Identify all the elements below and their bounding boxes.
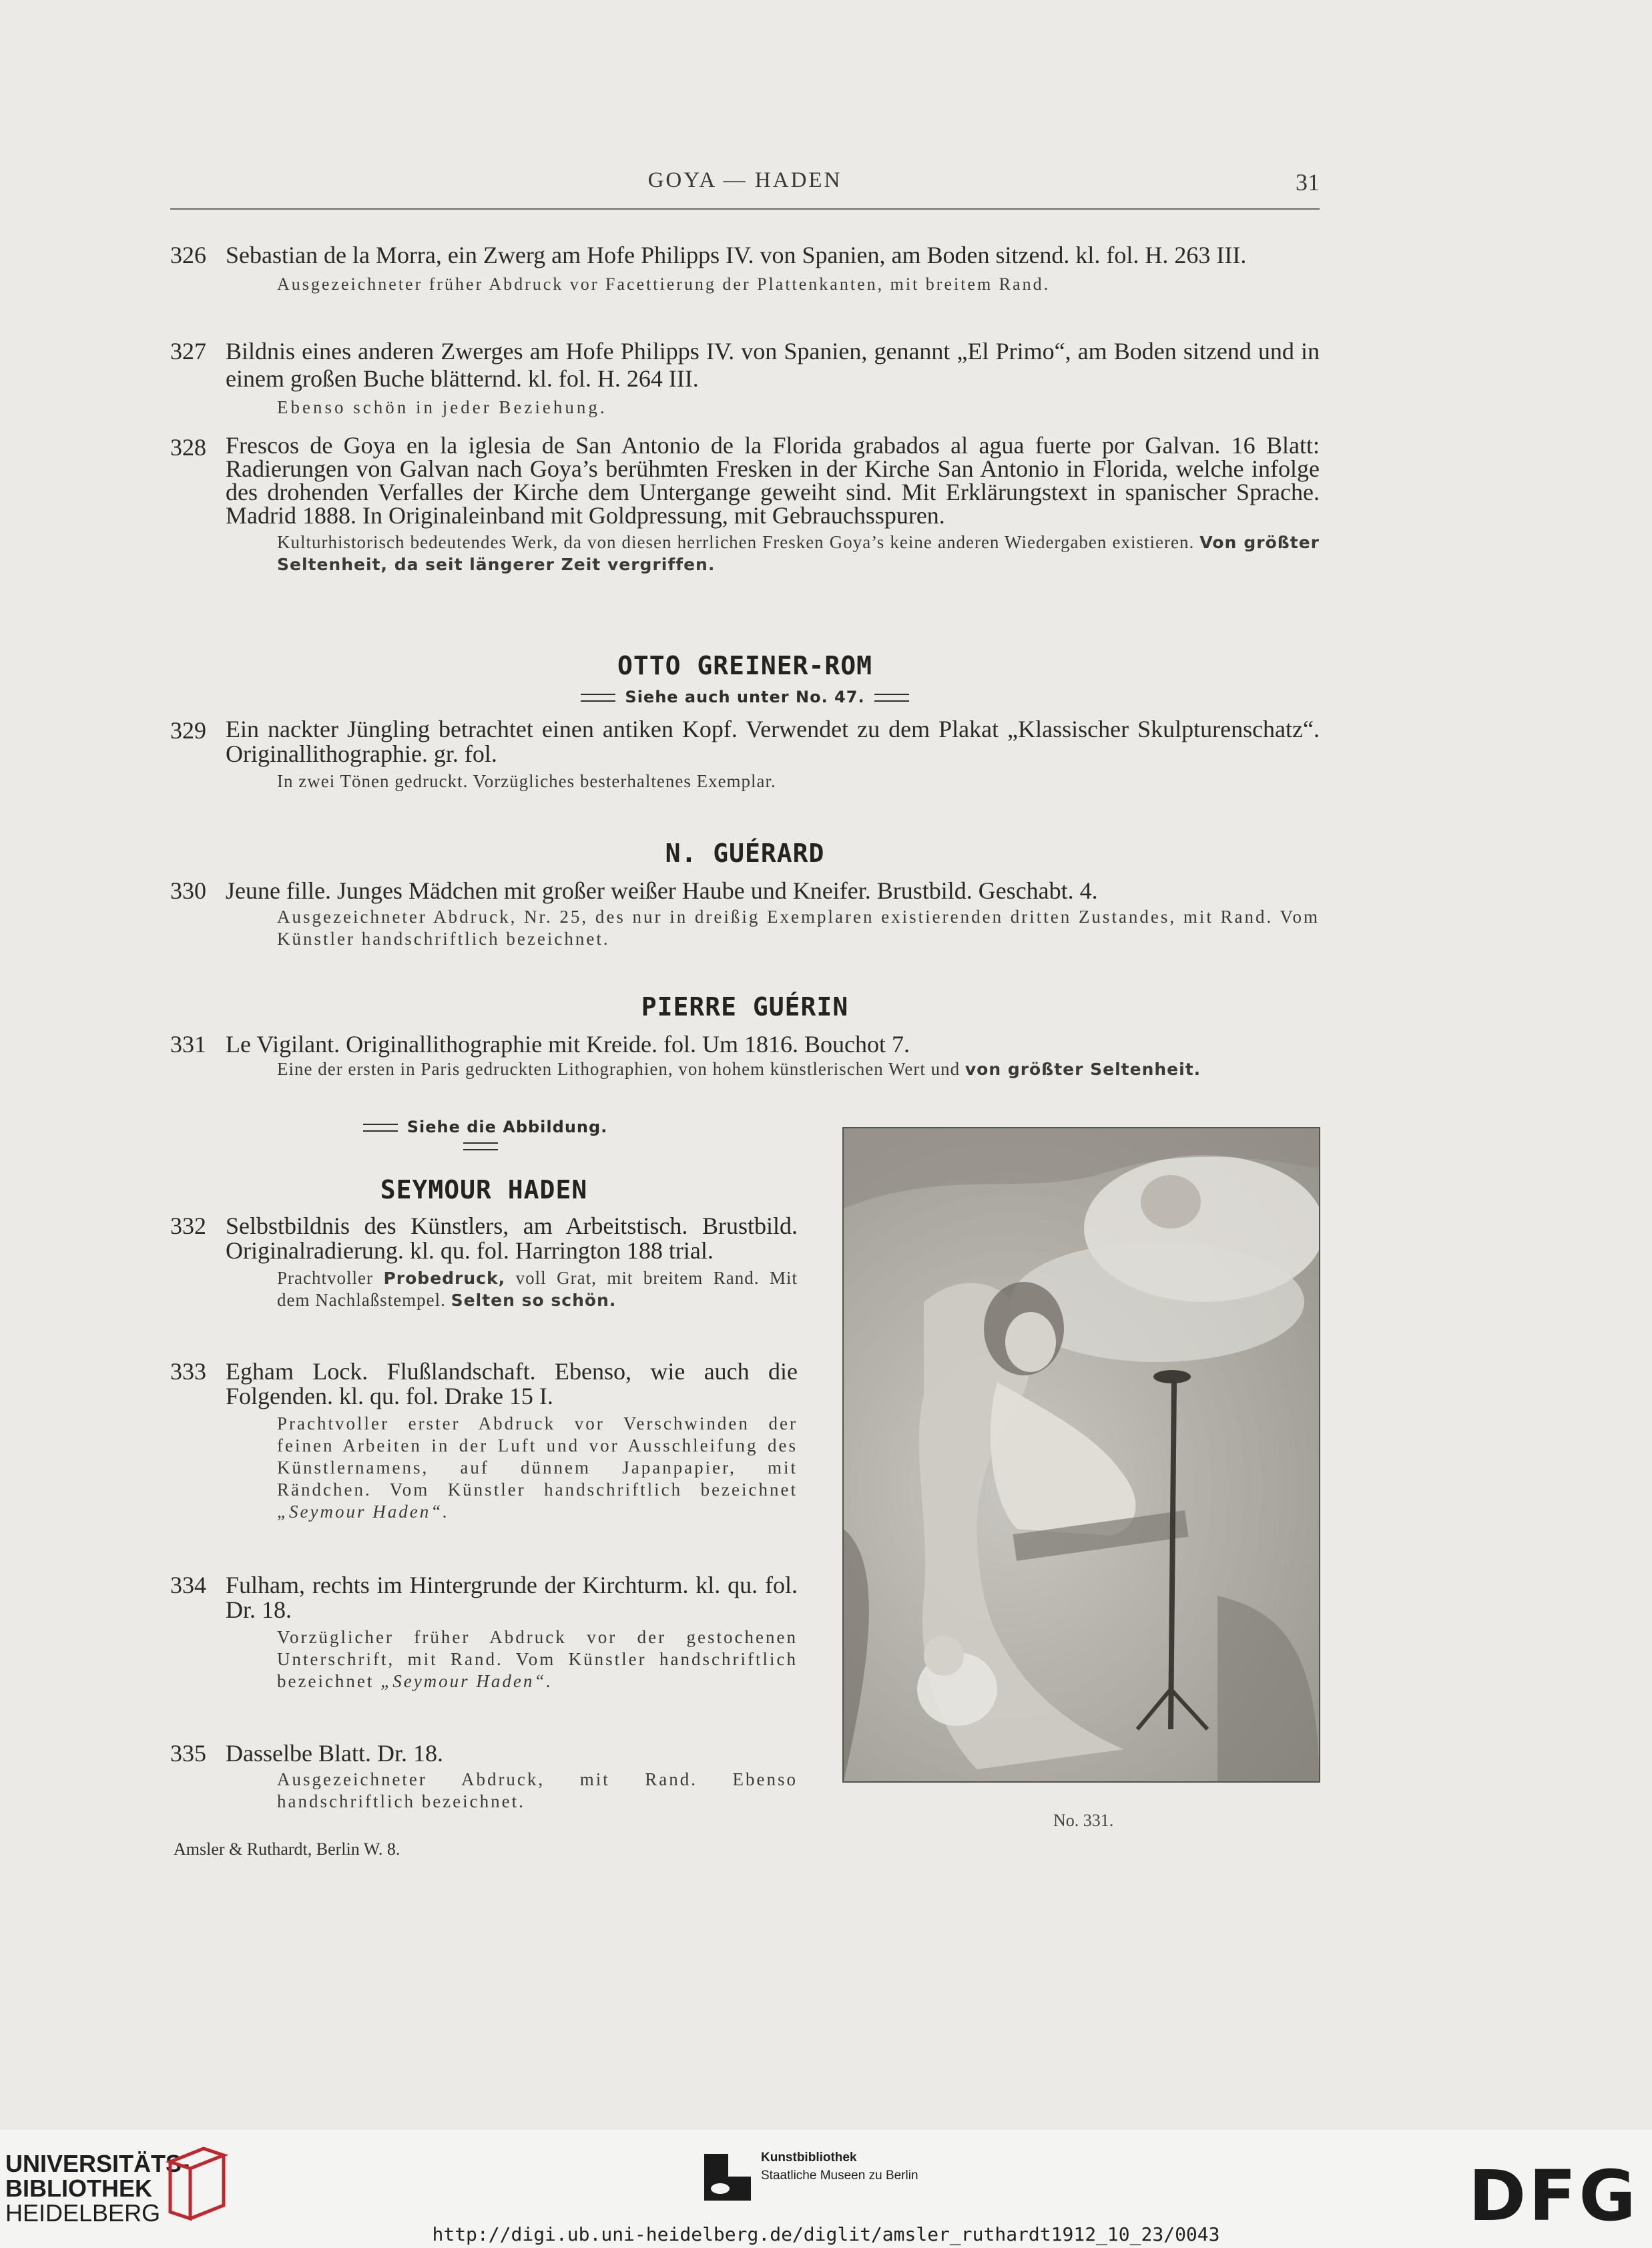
cross-reference bbox=[170, 688, 1320, 706]
entry-note-signature: „Seymour Haden“. bbox=[277, 1502, 449, 1522]
header-rule bbox=[170, 208, 1320, 210]
double-rule-icon bbox=[874, 694, 909, 702]
double-rule-icon bbox=[363, 1124, 398, 1132]
entry-note: Vorzüglicher früher Abdruck vor der gestochenen Unterschrift, mit Rand. Vom Künstler handschriftlich bezeichnet bbox=[277, 1627, 798, 1691]
entry-note-emphasis: Probedruck, bbox=[383, 1269, 506, 1288]
entry-number: 333 bbox=[170, 1358, 206, 1385]
artist-heading-guerard: N. GUÉRARD bbox=[665, 839, 825, 868]
catalog-entry-326 bbox=[170, 242, 1320, 295]
catalog-entry-330 bbox=[170, 877, 1320, 950]
entry-text: Ein nackter Jüngling betrachtet einen antiken Kopf. Verwendet zu dem Plakat „Klassischer Skulpturenschatz“. Originallithographie. gr. fol. bbox=[226, 716, 1320, 767]
artist-heading-greiner: OTTO GREINER-ROM bbox=[617, 651, 873, 680]
entry-note: Ausgezeichneter Abdruck, Nr. 25, des nur in dreißig Exemplaren existierenden dritten Zustandes, mit Rand. Vom Künstler handschriftlich bezeichnet. bbox=[277, 907, 1320, 949]
catalog-entry-328 bbox=[170, 434, 1320, 576]
entry-text: Dasselbe Blatt. Dr. 18. bbox=[226, 1740, 443, 1767]
cross-reference-text: Siehe die Abbildung. bbox=[406, 1118, 608, 1136]
kb-line: Staatliche Museen zu Berlin bbox=[761, 2169, 918, 2183]
entry-number: 327 bbox=[170, 338, 206, 365]
permalink-url[interactable]: http://digi.ub.uni-heidelberg.de/diglit/amsler_ruthardt1912_10_23/0043 bbox=[432, 2223, 1220, 2245]
running-head: GOYA — HADEN bbox=[647, 168, 842, 192]
entry-number: 335 bbox=[170, 1740, 206, 1767]
entry-number: 326 bbox=[170, 242, 206, 268]
kb-line: Kunstbibliothek bbox=[761, 2151, 857, 2165]
entry-number: 329 bbox=[170, 717, 206, 744]
uni-logo-line: BIBLIOTHEK bbox=[5, 2175, 152, 2202]
page-number: 31 bbox=[1296, 169, 1320, 196]
cross-reference bbox=[327, 1118, 634, 1155]
entry-text: Le Vigilant. Originallithographie mit Kreide. fol. Um 1816. Bouchot 7. bbox=[226, 1031, 910, 1058]
university-library-logo-icon bbox=[164, 2142, 230, 2222]
entry-note: Ausgezeichneter früher Abdruck vor Facettierung der Plattenkanten, mit breitem Rand. bbox=[277, 274, 1051, 294]
entry-note: Prachtvoller erster Abdruck vor Verschwinden der feinen Arbeiten in der Luft und vor Ausschleifung des Künstlernamens, auf dünnem Japanpapier, mit Rändchen. Vom Künstler handschriftlich bezeichnet bbox=[277, 1413, 798, 1500]
catalog-entry-331 bbox=[170, 1031, 1320, 1080]
publisher-imprint: Amsler & Ruthardt, Berlin W. 8. bbox=[174, 1839, 400, 1859]
artist-heading-haden: SEYMOUR HADEN bbox=[380, 1175, 588, 1204]
entry-note-continued: voll Grat, mit breitem Rand. Mit dem Nachlaßstempel. bbox=[277, 1268, 798, 1310]
entry-text: Sebastian de la Morra, ein Zwerg am Hofe Philipps IV. von Spanien, am Boden sitzend. kl. fol. H. 263 III. bbox=[226, 242, 1247, 268]
entry-text: Bildnis eines anderen Zwerges am Hofe Philipps IV. von Spanien, genannt „El Primo“, am Boden sitzend und in einem großen Buche blätternd. kl. fol. H. 264 III. bbox=[226, 338, 1320, 392]
uni-logo-line: UNIVERSITÄTS- bbox=[5, 2150, 190, 2177]
entry-note: Ebenso schön in jeder Beziehung. bbox=[277, 397, 607, 417]
kunstbibliothek-logo-icon bbox=[704, 2154, 751, 2201]
entry-note-emphasis: Von größter Seltenheit, da seit längerer Zeit vergriffen. bbox=[277, 533, 1320, 574]
entry-note: Ausgezeichneter Abdruck, mit Rand. Ebenso handschriftlich bezeichnet. bbox=[277, 1769, 798, 1811]
entry-note-emphasis-2: Selten so schön. bbox=[451, 1291, 617, 1310]
entry-note-signature: „Seymour Haden“. bbox=[380, 1671, 553, 1691]
entry-number: 330 bbox=[170, 877, 206, 904]
entry-note-emphasis: von größter Seltenheit. bbox=[965, 1060, 1201, 1079]
catalog-entry-333 bbox=[170, 1359, 798, 1523]
entry-note: Kulturhistorisch bedeutendes Werk, da von diesen herrlichen Fresken Goya’s keine anderen Wiedergaben existieren. bbox=[277, 532, 1195, 552]
kunstbibliothek-logo-text bbox=[761, 2149, 918, 2185]
entry-number: 334 bbox=[170, 1572, 206, 1598]
illustration-caption: No. 331. bbox=[1053, 1811, 1114, 1830]
entry-number: 328 bbox=[170, 434, 206, 461]
entry-note: In zwei Tönen gedruckt. Vorzügliches besterhaltenes Exemplar. bbox=[277, 771, 776, 791]
catalog-entry-327 bbox=[170, 338, 1320, 419]
double-rule-icon bbox=[463, 1142, 498, 1150]
dfg-logo: DFG bbox=[1468, 2155, 1639, 2237]
catalog-entry-332 bbox=[170, 1214, 798, 1311]
catalog-entry-334 bbox=[170, 1573, 798, 1693]
catalog-entry-329 bbox=[170, 717, 1320, 793]
illustration-le-vigilant bbox=[842, 1127, 1320, 1783]
entry-text: Frescos de Goya en la iglesia de San Antonio de la Florida grabados al agua fuerte por Galvan. 16 Blatt: Radierungen von Galvan nach Goya’s berühmten Fresken in der Kirche San Antonio in Florida, welche infolge des drohenden Verfalles der Kirche dem Untergange geweiht sind. Mit Erklärungstext in spanischer Sprache. Madrid 1888. In Originaleinband mit Goldpressung, mit Gebrauchsspuren. bbox=[226, 432, 1320, 529]
entry-number: 331 bbox=[170, 1031, 206, 1058]
entry-note: Prachtvoller bbox=[277, 1268, 373, 1288]
entry-text: Jeune fille. Junges Mädchen mit großer weißer Haube und Kneifer. Brustbild. Geschabt. 4. bbox=[226, 877, 1098, 904]
entry-text: Selbstbildnis des Künstlers, am Arbeitstisch. Brustbild. Originalradierung. kl. qu. fol. Harrington 188 trial. bbox=[226, 1212, 798, 1264]
university-library-logo-text bbox=[5, 2151, 190, 2225]
entry-note: Eine der ersten in Paris gedruckten Lithographien, von hohem künstlerischen Wert und bbox=[277, 1059, 960, 1079]
catalog-entry-335 bbox=[170, 1740, 798, 1813]
uni-logo-line: HEIDELBERG bbox=[5, 2199, 161, 2227]
lithograph-illustration bbox=[844, 1128, 1319, 1781]
cross-reference-text: Siehe auch unter No. 47. bbox=[625, 688, 865, 706]
double-rule-icon bbox=[581, 694, 615, 702]
entry-text: Egham Lock. Flußlandschaft. Ebenso, wie auch die Folgenden. kl. qu. fol. Drake 15 I. bbox=[226, 1358, 798, 1409]
entry-text: Fulham, rechts im Hintergrunde der Kirchturm. kl. qu. fol. Dr. 18. bbox=[226, 1572, 798, 1623]
artist-heading-guerin: PIERRE GUÉRIN bbox=[641, 992, 849, 1022]
entry-number: 332 bbox=[170, 1212, 206, 1239]
